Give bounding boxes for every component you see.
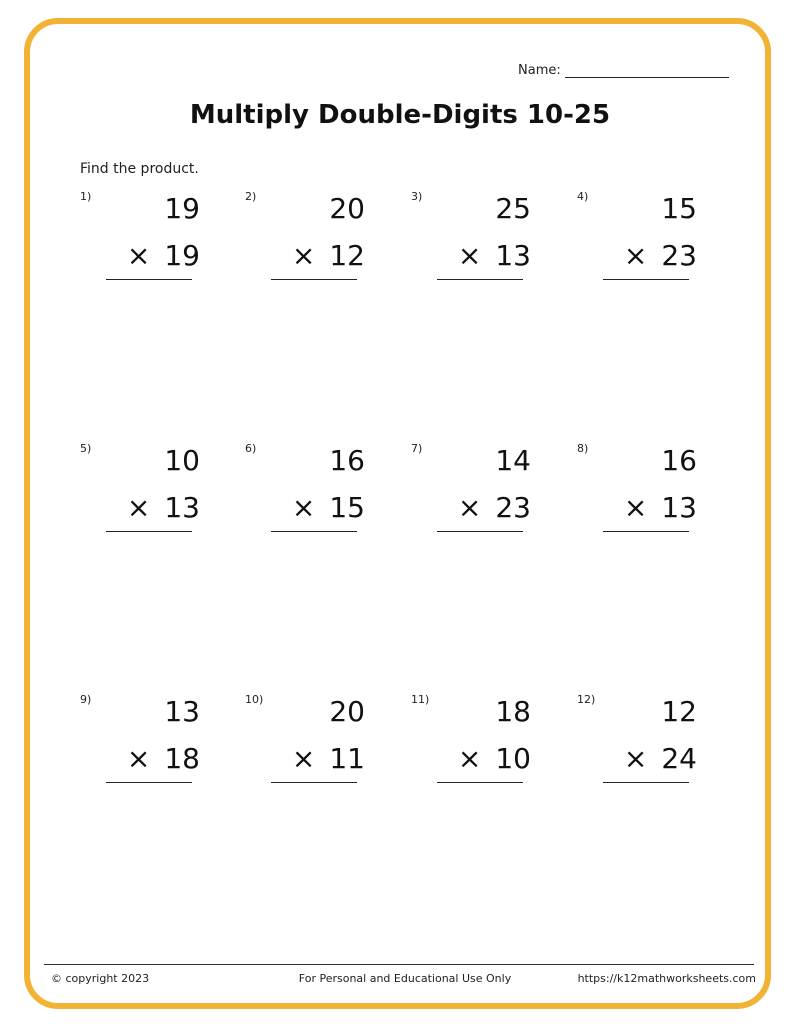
footer-copyright: © copyright 2023 xyxy=(51,972,150,985)
multiplicand: 15 xyxy=(661,192,697,225)
name-label: Name: xyxy=(518,63,561,78)
problem-number: 2) xyxy=(245,190,257,203)
multiplier: 11 xyxy=(329,742,365,775)
answer-line xyxy=(271,531,357,532)
answer-line xyxy=(603,782,689,783)
multiplier-row xyxy=(624,239,697,272)
problem-number: 6) xyxy=(245,442,257,455)
problem-5 xyxy=(80,442,240,562)
times-sign: × xyxy=(623,239,648,272)
multiplier-row xyxy=(127,742,200,775)
answer-line xyxy=(106,782,192,783)
problem-9 xyxy=(80,693,240,813)
times-sign: × xyxy=(126,491,151,524)
multiplier-row xyxy=(127,239,200,272)
multiplier: 10 xyxy=(495,742,531,775)
multiplier: 24 xyxy=(661,742,697,775)
problem-number: 12) xyxy=(577,693,596,706)
problem-number: 9) xyxy=(80,693,92,706)
times-sign: × xyxy=(623,742,648,775)
problem-11 xyxy=(411,693,571,813)
problem-2 xyxy=(245,190,405,310)
answer-line xyxy=(603,279,689,280)
multiplier-row xyxy=(458,239,531,272)
multiplicand: 25 xyxy=(495,192,531,225)
footer-url: https://k12mathworksheets.com xyxy=(577,972,756,985)
times-sign: × xyxy=(623,491,648,524)
multiplicand: 16 xyxy=(329,444,365,477)
multiplier-row xyxy=(292,491,365,524)
multiplicand: 20 xyxy=(329,695,365,728)
answer-line xyxy=(437,279,523,280)
problem-7 xyxy=(411,442,571,562)
multiplier-row xyxy=(292,742,365,775)
problem-number: 3) xyxy=(411,190,423,203)
problem-number: 11) xyxy=(411,693,430,706)
multiplier-row xyxy=(458,742,531,775)
answer-line xyxy=(106,531,192,532)
multiplicand: 12 xyxy=(661,695,697,728)
multiplier: 13 xyxy=(495,239,531,272)
times-sign: × xyxy=(126,742,151,775)
problem-3 xyxy=(411,190,571,310)
multiplicand: 10 xyxy=(164,444,200,477)
multiplicand: 18 xyxy=(495,695,531,728)
answer-line xyxy=(603,531,689,532)
times-sign: × xyxy=(291,239,316,272)
multiplier-row xyxy=(458,491,531,524)
problem-6 xyxy=(245,442,405,562)
footer-divider xyxy=(44,964,754,965)
multiplier: 19 xyxy=(164,239,200,272)
problem-10 xyxy=(245,693,405,813)
multiplier-row xyxy=(624,742,697,775)
multiplier: 13 xyxy=(661,491,697,524)
problem-4 xyxy=(577,190,737,310)
name-blank-line[interactable] xyxy=(565,63,729,78)
problem-number: 7) xyxy=(411,442,423,455)
answer-line xyxy=(437,782,523,783)
multiplier: 13 xyxy=(164,491,200,524)
times-sign: × xyxy=(457,742,482,775)
problem-number: 10) xyxy=(245,693,264,706)
times-sign: × xyxy=(291,491,316,524)
times-sign: × xyxy=(291,742,316,775)
answer-line xyxy=(271,279,357,280)
multiplier: 18 xyxy=(164,742,200,775)
multiplicand: 20 xyxy=(329,192,365,225)
problem-number: 4) xyxy=(577,190,589,203)
answer-line xyxy=(437,531,523,532)
answer-line xyxy=(271,782,357,783)
multiplier-row xyxy=(292,239,365,272)
problem-number: 8) xyxy=(577,442,589,455)
multiplier-row xyxy=(127,491,200,524)
multiplicand: 19 xyxy=(164,192,200,225)
multiplier-row xyxy=(624,491,697,524)
footer-usage: For Personal and Educational Use Only xyxy=(298,972,512,985)
multiplier: 23 xyxy=(661,239,697,272)
problem-number: 5) xyxy=(80,442,92,455)
times-sign: × xyxy=(126,239,151,272)
problem-12 xyxy=(577,693,737,813)
problem-number: 1) xyxy=(80,190,92,203)
multiplier: 12 xyxy=(329,239,365,272)
multiplier: 15 xyxy=(329,491,365,524)
multiplicand: 14 xyxy=(495,444,531,477)
multiplicand: 16 xyxy=(661,444,697,477)
problem-8 xyxy=(577,442,737,562)
worksheet-title: Multiply Double-Digits 10-25 xyxy=(189,100,611,130)
multiplicand: 13 xyxy=(164,695,200,728)
instructions: Find the product. xyxy=(80,161,199,177)
multiplier: 23 xyxy=(495,491,531,524)
answer-line xyxy=(106,279,192,280)
name-field xyxy=(518,63,729,78)
times-sign: × xyxy=(457,491,482,524)
problem-1 xyxy=(80,190,240,310)
times-sign: × xyxy=(457,239,482,272)
